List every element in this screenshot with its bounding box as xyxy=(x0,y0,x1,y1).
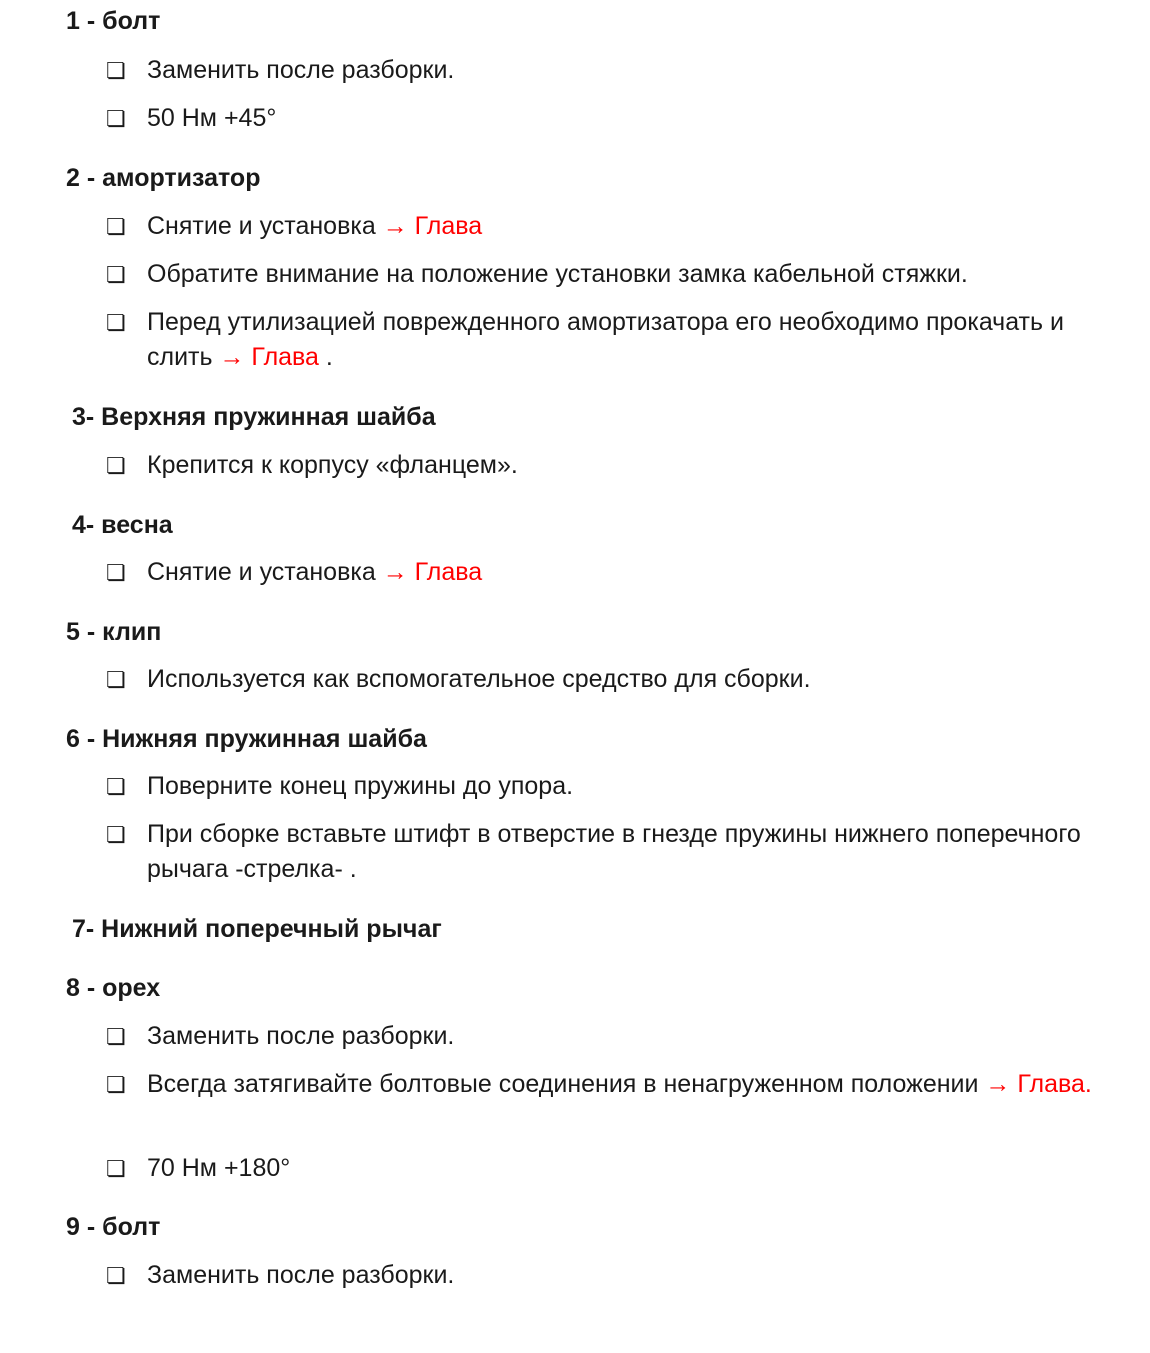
list-item-text: Поверните конец пружины до упора. xyxy=(147,772,574,800)
section-heading: 7- Нижний поперечный рычаг xyxy=(72,915,442,943)
checkbox-bullet-icon: ❏ xyxy=(106,214,126,239)
checkbox-bullet-icon: ❏ xyxy=(106,1263,126,1288)
list-item xyxy=(106,769,1096,804)
list-item-text: Снятие и установка xyxy=(147,212,383,240)
list-item xyxy=(106,305,1096,375)
chapter-reference-link[interactable]: → Глава xyxy=(382,558,483,586)
chapter-reference-link[interactable]: → Глава xyxy=(382,212,483,240)
chapter-reference-link[interactable]: → Глава xyxy=(219,343,319,371)
checkbox-bullet-icon: ❏ xyxy=(106,106,126,131)
chapter-reference-link[interactable]: → Глава. xyxy=(985,1070,1092,1098)
list-item-text: Заменить после разборки. xyxy=(147,1022,455,1050)
list-item xyxy=(106,209,1096,244)
list-item-text: Заменить после разборки. xyxy=(147,1261,455,1289)
list-item xyxy=(106,1019,1096,1054)
checkbox-bullet-icon: ❏ xyxy=(106,774,126,799)
list-item-text: Используется как вспомогательное средство для сборки. xyxy=(147,665,811,693)
list-item xyxy=(106,448,1096,483)
list-item-text: 70 Нм +180° xyxy=(147,1154,291,1182)
checkbox-bullet-icon: ❏ xyxy=(106,667,126,692)
checkbox-bullet-icon: ❏ xyxy=(106,262,126,287)
section-heading: 4- весна xyxy=(72,511,173,539)
list-item-text: При сборке вставьте штифт в отверстие в гнезде пружины нижнего поперечного рычага -стрелка- . xyxy=(147,820,1081,883)
list-item xyxy=(106,101,1096,136)
checkbox-bullet-icon: ❏ xyxy=(106,1072,126,1097)
checkbox-bullet-icon: ❏ xyxy=(106,1024,126,1049)
list-item-text: Обратите внимание на положение установки замка кабельной стяжки. xyxy=(147,260,968,288)
section-heading: 6 - Нижняя пружинная шайба xyxy=(66,725,427,753)
list-item xyxy=(106,1067,1096,1102)
list-item xyxy=(106,555,1096,590)
checkbox-bullet-icon: ❏ xyxy=(106,58,126,83)
section-heading: 2 - амортизатор xyxy=(66,164,261,192)
checkbox-bullet-icon: ❏ xyxy=(106,560,126,585)
list-item-text: Заменить после разборки. xyxy=(147,56,455,84)
list-item xyxy=(106,1151,1096,1186)
list-item-text: Перед утилизацией поврежденного амортизатора его необходимо прокачать и слить xyxy=(147,308,1064,371)
list-item xyxy=(106,1258,1096,1293)
list-item-suffix: . xyxy=(318,343,333,371)
checkbox-bullet-icon: ❏ xyxy=(106,310,126,335)
list-item-text: Крепится к корпусу «фланцем». xyxy=(147,451,518,479)
checkbox-bullet-icon: ❏ xyxy=(106,1156,126,1181)
list-item xyxy=(106,662,1096,697)
section-heading: 1 - болт xyxy=(66,7,161,35)
section-heading: 8 - орех xyxy=(66,974,161,1002)
section-heading: 5 - клип xyxy=(66,618,162,646)
list-item-text: Снятие и установка xyxy=(147,558,383,586)
section-heading: 3- Верхняя пружинная шайба xyxy=(72,403,436,431)
section-heading: 9 - болт xyxy=(66,1213,161,1241)
checkbox-bullet-icon: ❏ xyxy=(106,822,126,847)
list-item xyxy=(106,53,1096,88)
list-item xyxy=(106,257,1096,292)
list-item-text: Всегда затягивайте болтовые соединения в ненагруженном положении xyxy=(147,1070,986,1098)
list-item-text: 50 Нм +45° xyxy=(147,104,277,132)
checkbox-bullet-icon: ❏ xyxy=(106,453,126,478)
list-item xyxy=(106,817,1096,887)
